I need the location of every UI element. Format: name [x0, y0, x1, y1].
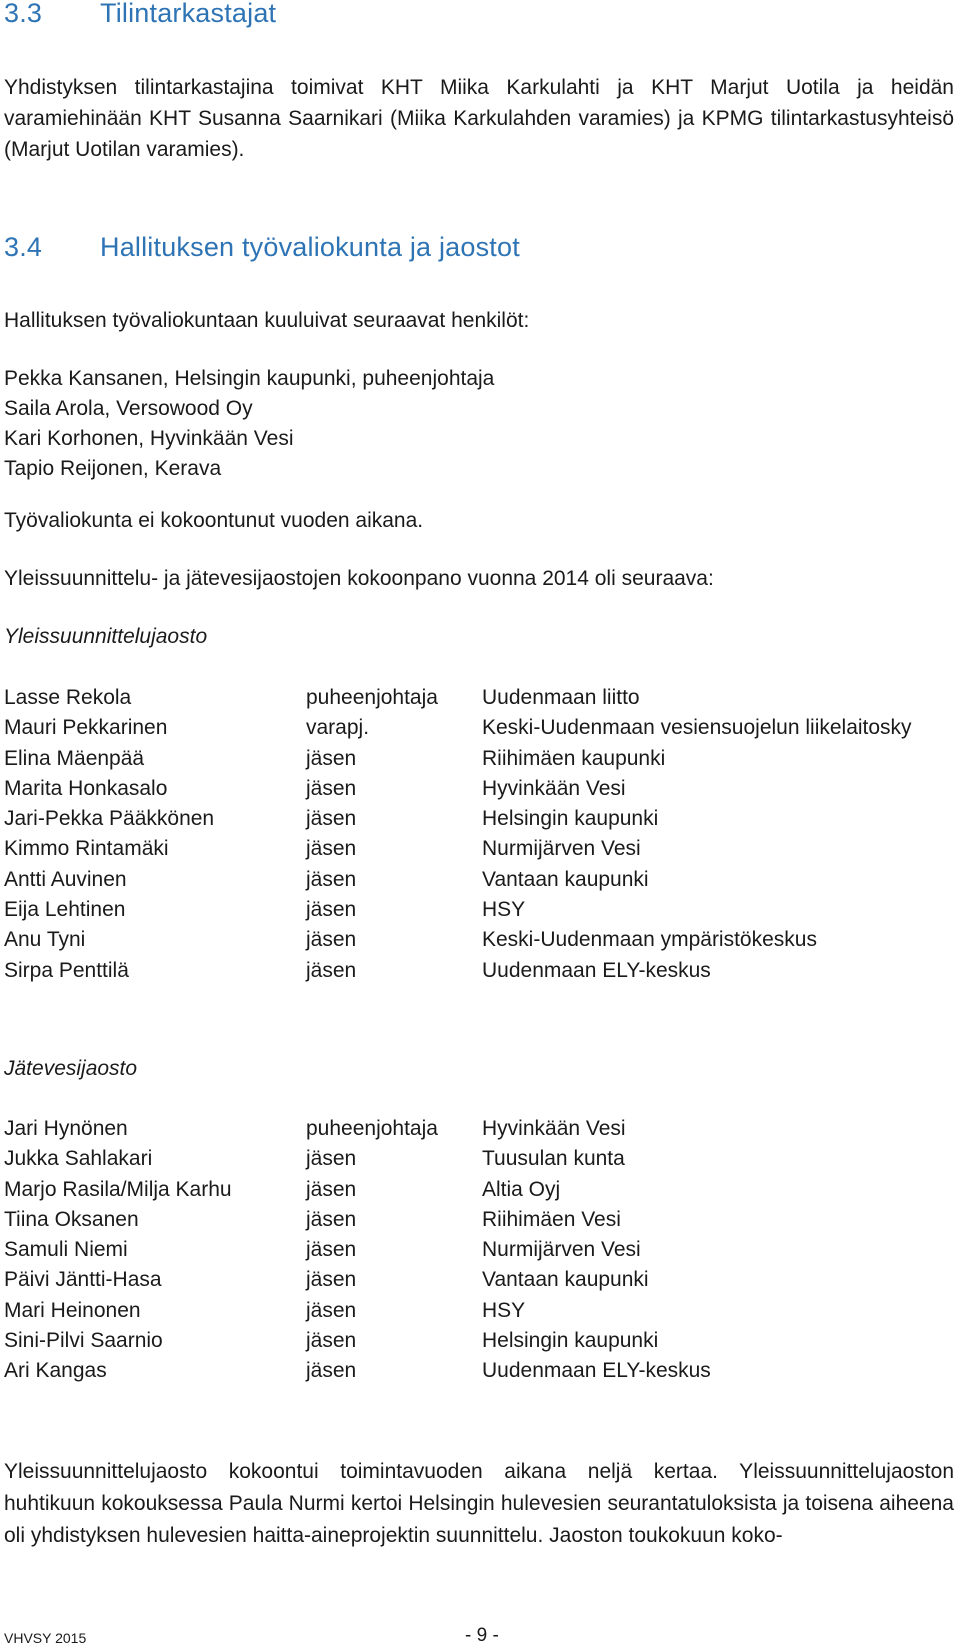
member-role: jäsen — [306, 776, 357, 800]
member-organization: Keski-Uudenmaan vesiensuojelun liikelaitosky — [482, 716, 912, 740]
member-name: Jari Hynönen — [4, 1117, 128, 1140]
section-title: Tilintarkastajat — [100, 0, 277, 28]
list-item: Kari Korhonen, Hyvinkään Vesi — [4, 427, 294, 450]
footer-organization: VHVSY 2015 — [4, 1630, 87, 1646]
member-name: Eija Lehtinen — [4, 898, 126, 922]
member-organization: Altia Oyj — [482, 1177, 561, 1201]
member-name: Ari Kangas — [4, 1359, 107, 1383]
jatevesijaosto-table — [4, 1114, 954, 1387]
member-name: Elina Mäenpää — [4, 746, 145, 770]
table-row — [4, 683, 954, 713]
table-row — [4, 744, 954, 774]
table-row — [4, 956, 954, 986]
member-role: jäsen — [306, 867, 357, 891]
member-name: Mauri Pekkarinen — [4, 716, 168, 740]
member-name: Mari Heinonen — [4, 1298, 141, 1322]
member-organization: Vantaan kaupunki — [482, 867, 649, 891]
table-row — [4, 895, 954, 925]
member-name: Kimmo Rintamäki — [4, 837, 169, 861]
member-organization: HSY — [482, 1298, 526, 1322]
table-row — [4, 1235, 954, 1265]
member-role: jäsen — [306, 958, 357, 982]
member-role: jäsen — [306, 807, 357, 831]
composition-intro: Yleissuunnittelu- ja jätevesijaostojen kokoonpano vuonna 2014 oli seuraava: — [4, 567, 714, 590]
table-row — [4, 1114, 954, 1144]
section-title: Hallituksen työvaliokunta ja jaostot — [100, 232, 520, 262]
member-organization: Nurmijärven Vesi — [482, 1238, 641, 1262]
member-role: jäsen — [306, 1268, 357, 1292]
subsection-heading-yleissuunnittelujaosto: Yleissuunnittelujaosto — [4, 625, 208, 648]
member-role: puheenjohtaja — [306, 686, 438, 709]
member-role: jäsen — [306, 898, 357, 922]
member-organization: Uudenmaan ELY-keskus — [482, 1359, 711, 1383]
table-row — [4, 1356, 954, 1386]
list-item: Pekka Kansanen, Helsingin kaupunki, puheenjohtaja — [4, 367, 495, 390]
member-name: Sini-Pilvi Saarnio — [4, 1329, 163, 1353]
member-role: jäsen — [306, 1177, 357, 1201]
table-row — [4, 1175, 954, 1205]
no-meetings-note: Työvaliokunta ei kokoontunut vuoden aikana. — [4, 509, 424, 532]
member-name: Anu Tyni — [4, 928, 86, 952]
member-organization: Keski-Uudenmaan ympäristökeskus — [482, 928, 817, 952]
table-row — [4, 1326, 954, 1356]
member-role: jäsen — [306, 928, 357, 952]
member-organization: Helsingin kaupunki — [482, 807, 659, 831]
member-role: varapj. — [306, 716, 370, 740]
member-name: Lasse Rekola — [4, 686, 132, 709]
member-name: Samuli Niemi — [4, 1238, 128, 1262]
section-heading-3-3 — [4, 0, 277, 29]
section-number: 3.4 — [4, 232, 43, 262]
member-role: jäsen — [306, 1329, 357, 1353]
member-name: Marita Honkasalo — [4, 776, 168, 800]
member-organization: Riihimäen Vesi — [482, 1207, 621, 1231]
committee-intro: Hallituksen työvaliokuntaan kuuluivat seuraavat henkilöt: — [4, 309, 530, 332]
member-organization: Uudenmaan ELY-keskus — [482, 958, 711, 982]
member-name: Päivi Jäntti-Hasa — [4, 1268, 162, 1292]
member-organization: Vantaan kaupunki — [482, 1268, 649, 1292]
member-role: jäsen — [306, 746, 357, 770]
closing-paragraph: Yleissuunnittelujaosto kokoontui toimintavuoden aikana neljä kertaa. Yleissuunnittelujaoston huhtikuun kokouksessa Paula Nurmi kertoi Helsingin hulevesien seurantatuloksista ja toisena aiheena oli yhdistyksen hulevesien haitta-aineprojektin suunnittelu. Jaoston toukokuun koko- — [4, 1460, 954, 1547]
member-organization: Helsingin kaupunki — [482, 1329, 659, 1353]
member-role: jäsen — [306, 1238, 357, 1262]
auditors-paragraph: Yhdistyksen tilintarkastajina toimivat KHT Miika Karkulahti ja KHT Marjut Uotila ja heidän varamiehinään KHT Susanna Saarnikari (Miika Karkulahden varamies) ja KPMG tilintarkastusyhteisö (Marjut Uotilan varamies). — [4, 76, 954, 161]
table-row — [4, 1205, 954, 1235]
member-organization: Uudenmaan liitto — [482, 686, 640, 709]
member-name: Marjo Rasila/Milja Karhu — [4, 1177, 232, 1201]
list-item: Tapio Reijonen, Kerava — [4, 457, 222, 480]
member-role: jäsen — [306, 1359, 357, 1383]
table-row — [4, 1265, 954, 1295]
subsection-heading-jatevesijaosto: Jätevesijaosto — [4, 1057, 138, 1080]
list-item: Saila Arola, Versowood Oy — [4, 397, 253, 420]
member-role: jäsen — [306, 1207, 357, 1231]
section-number: 3.3 — [4, 0, 43, 28]
member-role: jäsen — [306, 1147, 357, 1171]
table-row — [4, 804, 954, 834]
table-row — [4, 865, 954, 895]
table-row — [4, 1296, 954, 1326]
table-row — [4, 774, 954, 804]
member-name: Sirpa Penttilä — [4, 958, 129, 982]
member-name: Jukka Sahlakari — [4, 1147, 153, 1171]
table-row — [4, 713, 954, 743]
section-heading-3-4 — [4, 232, 520, 263]
member-name: Antti Auvinen — [4, 867, 127, 891]
member-role: jäsen — [306, 837, 357, 861]
member-role: jäsen — [306, 1298, 357, 1322]
member-organization: Riihimäen kaupunki — [482, 746, 666, 770]
member-name: Jari-Pekka Pääkkönen — [4, 807, 215, 831]
member-role: puheenjohtaja — [306, 1117, 438, 1140]
member-organization: Nurmijärven Vesi — [482, 837, 641, 861]
table-row — [4, 1144, 954, 1174]
page-number: - 9 - — [465, 1625, 499, 1646]
member-organization: Tuusulan kunta — [482, 1147, 625, 1171]
committee-member-list — [4, 364, 494, 484]
table-row — [4, 925, 954, 955]
member-organization: Hyvinkään Vesi — [482, 1117, 626, 1140]
table-row — [4, 834, 954, 864]
member-name: Tiina Oksanen — [4, 1207, 139, 1231]
member-organization: Hyvinkään Vesi — [482, 776, 626, 800]
yleissuunnittelujaosto-table — [4, 683, 954, 986]
member-organization: HSY — [482, 898, 526, 922]
